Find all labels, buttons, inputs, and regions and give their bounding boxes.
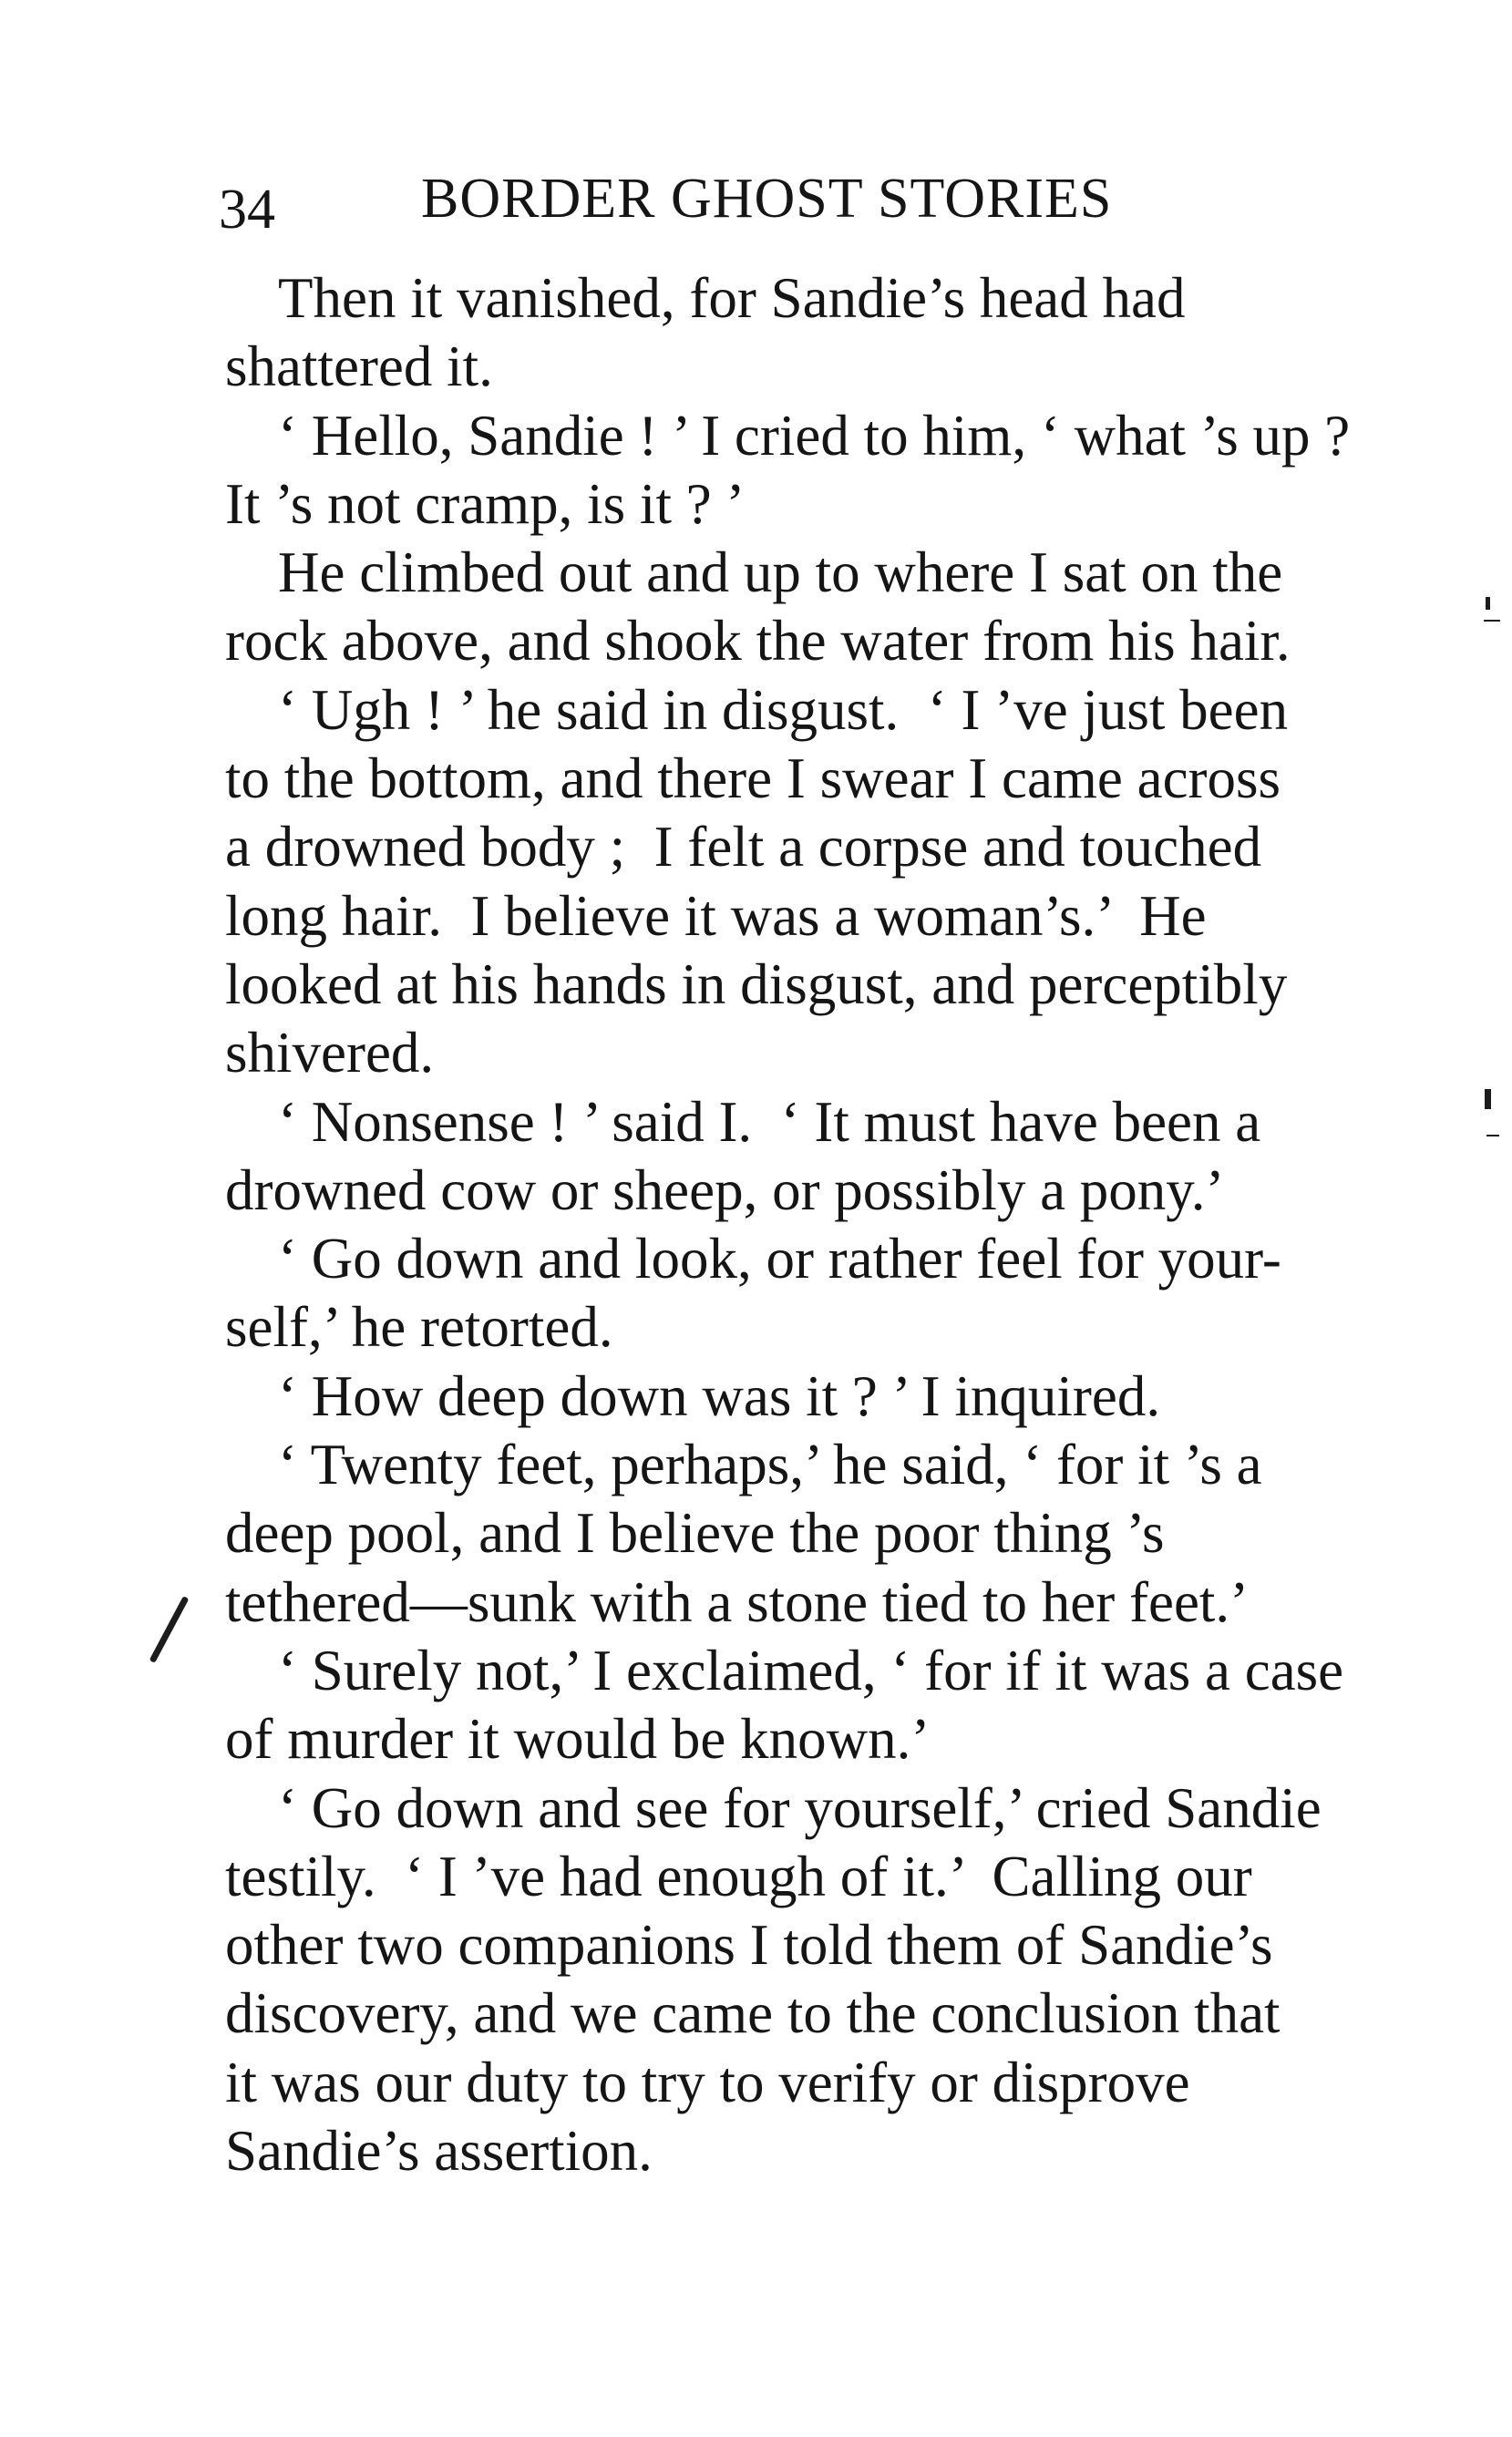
text-line: shattered it.: [225, 334, 493, 399]
text-line: ‘ Ugh ! ’ he said in disgust. ‘ I ’ve just been: [278, 677, 1289, 742]
text-line: long hair. I believe it was a woman’s.’ He: [225, 883, 1207, 948]
text-line: it was our duty to try to verify or disprove: [225, 2050, 1190, 2114]
text-line: to the bottom, and there I swear I came across: [225, 746, 1281, 811]
text-line: deep pool, and I believe the poor thing ’s: [225, 1501, 1165, 1566]
text-line: ‘ Nonsense ! ’ said I. ‘ It must have been a: [278, 1089, 1261, 1154]
text-line: ‘ Hello, Sandie ! ’ I cried to him, ‘ what ’s up ?: [278, 403, 1351, 468]
margin-mark: [1486, 597, 1490, 610]
text-line: tethered—sunk with a stone tied to her feet.’: [225, 1569, 1250, 1634]
text-line: rock above, and shook the water from his hair.: [225, 609, 1291, 674]
text-line: looked at his hands in disgust, and perceptibly: [225, 951, 1288, 1016]
text-line: shivered.: [225, 1021, 435, 1085]
text-line: a drowned body ; I felt a corpse and touched: [225, 815, 1262, 879]
text-line: ‘ Go down and look, or rather feel for your-: [278, 1227, 1281, 1291]
pencil-mark: [149, 1596, 190, 1663]
text-line: of murder it would be known.’: [225, 1707, 931, 1772]
running-head: BORDER GHOST STORIES: [421, 168, 1113, 230]
margin-mark: [1484, 620, 1500, 622]
text-line: self,’ he retorted.: [225, 1295, 613, 1360]
text-line: ‘ Surely not,’ I exclaimed, ‘ for if it was a case: [278, 1638, 1344, 1702]
page-header: [219, 153, 1267, 244]
text-line: ‘ Twenty feet, perhaps,’ he said, ‘ for it ’s a: [278, 1433, 1262, 1497]
text-line: He climbed out and up to where I sat on the: [278, 540, 1283, 605]
text-line: It ’s not cramp, is it ? ’: [225, 471, 746, 536]
text-line: ‘ Go down and see for yourself,’ cried Sandie: [278, 1775, 1322, 1840]
margin-mark: [1486, 1135, 1499, 1136]
text-line: Then it vanished, for Sandie’s head had: [278, 266, 1186, 330]
text-line: ‘ How deep down was it ? ’ I inquired.: [278, 1363, 1161, 1428]
text-line: Sandie’s assertion.: [225, 2119, 653, 2184]
page-number: 34: [219, 179, 275, 241]
text-line: testily. ‘ I ’ve had enough of it.’ Calling our: [225, 1844, 1252, 1908]
margin-mark: [1485, 1089, 1491, 1109]
text-line: other two companions I told them of Sandie’s: [225, 1913, 1273, 1978]
text-line: discovery, and we came to the conclusion that: [225, 1981, 1281, 2046]
body-text: [225, 264, 1410, 2185]
text-line: drowned cow or sheep, or possibly a pony.’: [225, 1157, 1225, 1222]
